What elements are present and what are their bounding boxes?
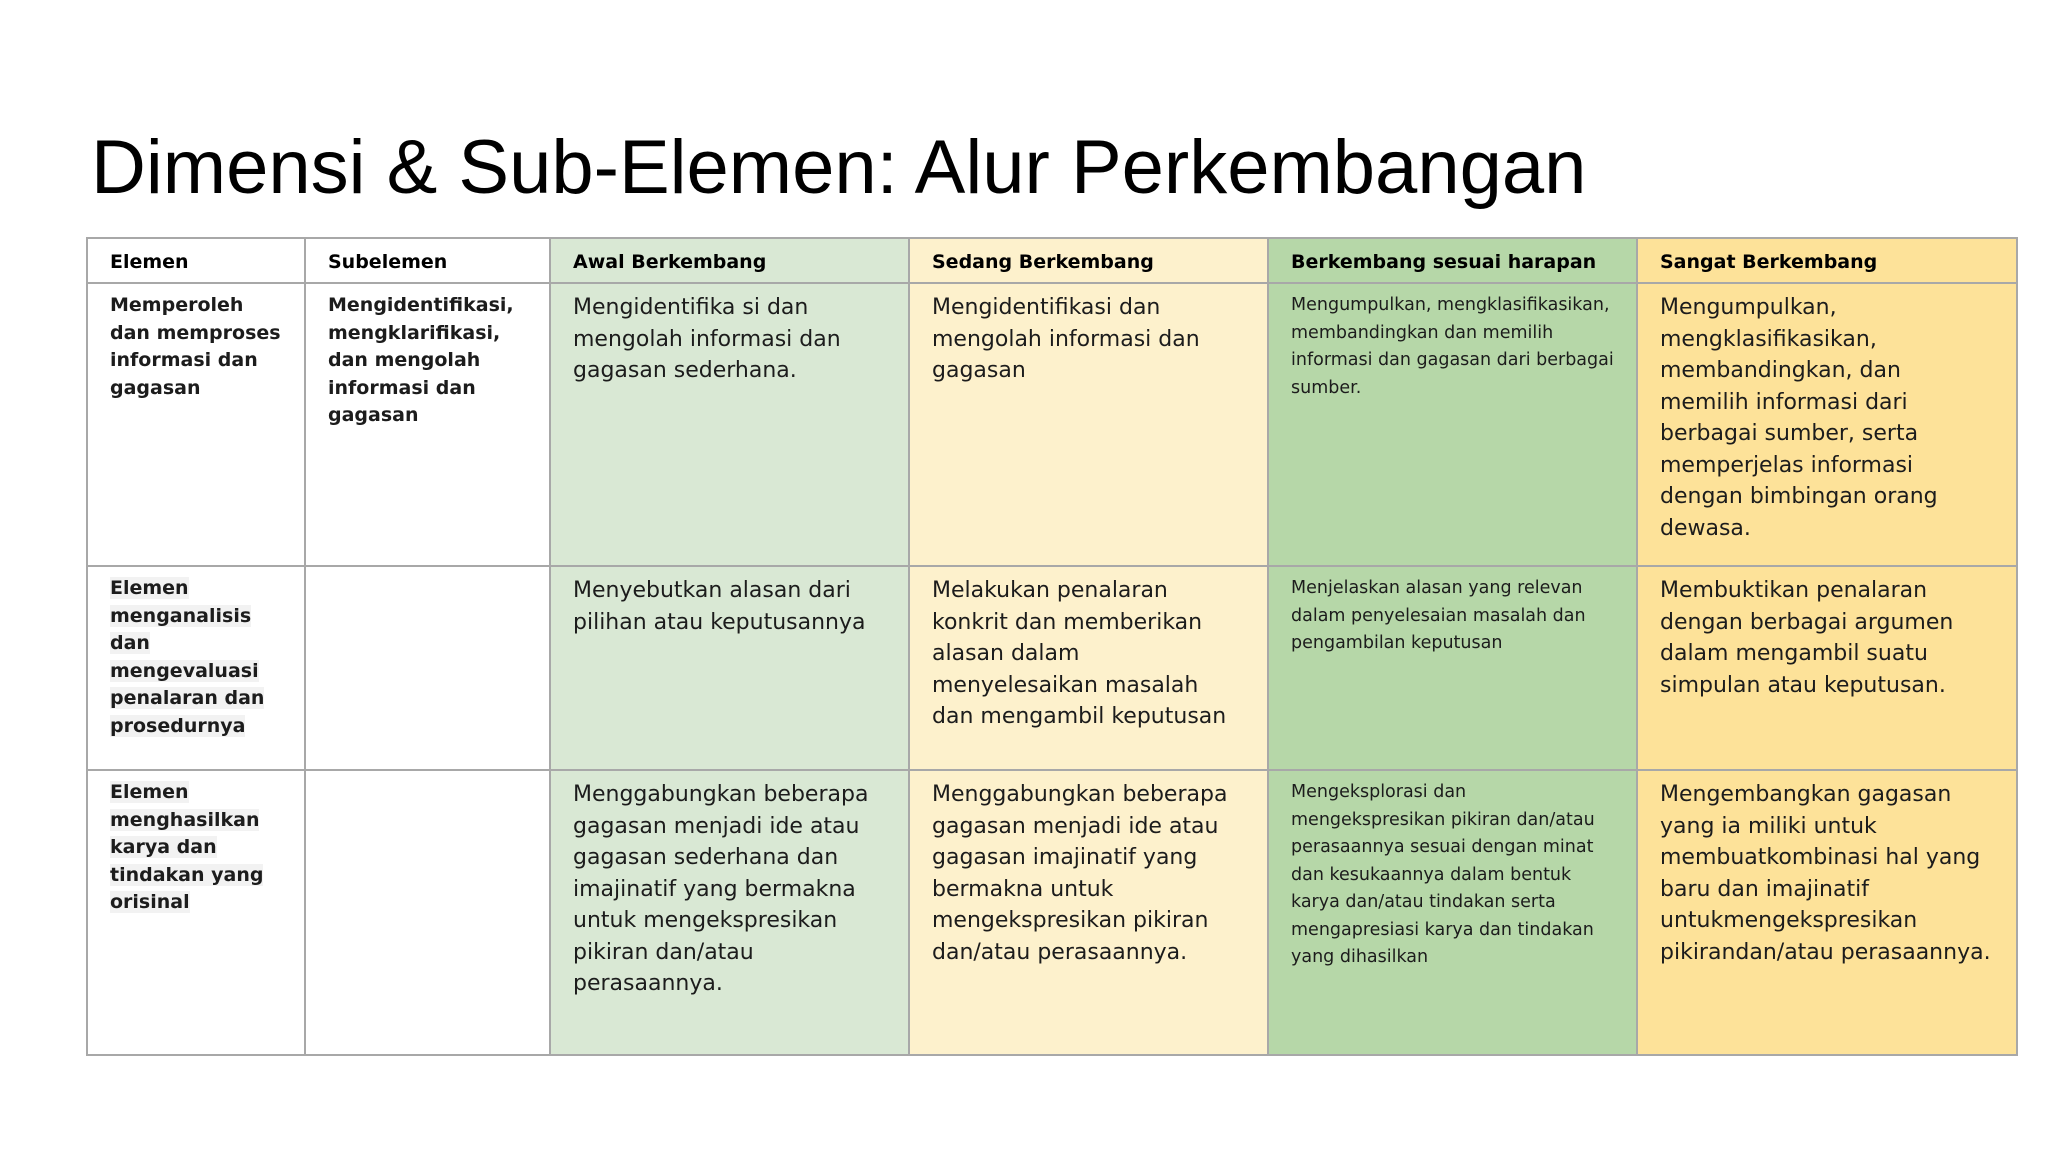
table-row	[87, 283, 2017, 566]
cell-sesuai: Mengumpulkan, mengklasifikasikan, membandingkan dan memilih informasi dan gagasan dari berbagai sumber.	[1268, 283, 1637, 566]
cell-subelemen: Mengidentifikasi, mengklarifikasi, dan mengolah informasi dan gagasan	[305, 283, 550, 566]
header-subelemen: Subelemen	[305, 238, 550, 283]
development-table	[86, 237, 2018, 1056]
header-berkembang-sesuai-harapan: Berkembang sesuai harapan	[1268, 238, 1637, 283]
table-header-row	[87, 238, 2017, 283]
cell-subelemen	[305, 770, 550, 1055]
cell-sedang: Mengidentifikasi dan mengolah informasi dan gagasan	[909, 283, 1268, 566]
header-sangat-berkembang: Sangat Berkembang	[1637, 238, 2017, 283]
table-row	[87, 566, 2017, 770]
cell-subelemen	[305, 566, 550, 770]
cell-sedang: Menggabungkan beberapa gagasan menjadi ide atau gagasan imajinatif yang bermakna untuk mengekspresikan pikiran dan/atau perasaannya.	[909, 770, 1268, 1055]
cell-elemen: Memperoleh dan memproses informasi dan gagasan	[87, 283, 305, 566]
elemen-highlight: Elemen menganalisis dan mengevaluasi penalaran dan prosedurnya	[110, 577, 265, 737]
cell-awal: Menyebutkan alasan dari pilihan atau keputusannya	[550, 566, 909, 770]
header-awal-berkembang: Awal Berkembang	[550, 238, 909, 283]
cell-awal: Menggabungkan beberapa gagasan menjadi ide atau gagasan sederhana dan imajinatif yang bermakna untuk mengekspresikan pikiran dan/atau perasaannya.	[550, 770, 909, 1055]
cell-sesuai: Mengeksplorasi dan mengekspresikan pikiran dan/atau perasaannya sesuai dengan minat dan kesukaannya dalam bentuk karya dan/atau tindakan serta mengapresiasi karya dan tindakan yang dihasilkan	[1268, 770, 1637, 1055]
header-elemen: Elemen	[87, 238, 305, 283]
elemen-highlight: Elemen menghasilkan karya dan tindakan yang orisinal	[110, 781, 264, 913]
header-sedang-berkembang: Sedang Berkembang	[909, 238, 1268, 283]
cell-sangat: Membuktikan penalaran dengan berbagai argumen dalam mengambil suatu simpulan atau keputusan.	[1637, 566, 2017, 770]
slide-title: Dimensi & Sub-Elemen: Alur Perkembangan	[91, 125, 1587, 210]
cell-sangat: Mengumpulkan, mengklasifikasikan, membandingkan, dan memilih informasi dari berbagai sumber, serta memperjelas informasi dengan bimbingan orang dewasa.	[1637, 283, 2017, 566]
cell-elemen	[87, 566, 305, 770]
cell-sesuai: Menjelaskan alasan yang relevan dalam penyelesaian masalah dan pengambilan keputusan	[1268, 566, 1637, 770]
cell-sangat: Mengembangkan gagasan yang ia miliki untuk membuatkombinasi hal yang baru dan imajinatif untukmengekspresikan pikirandan/atau perasaannya.	[1637, 770, 2017, 1055]
cell-sedang: Melakukan penalaran konkrit dan memberikan alasan dalam menyelesaikan masalah dan mengambil keputusan	[909, 566, 1268, 770]
cell-elemen	[87, 770, 305, 1055]
cell-awal: Mengidentifika si dan mengolah informasi dan gagasan sederhana.	[550, 283, 909, 566]
table-row	[87, 770, 2017, 1055]
